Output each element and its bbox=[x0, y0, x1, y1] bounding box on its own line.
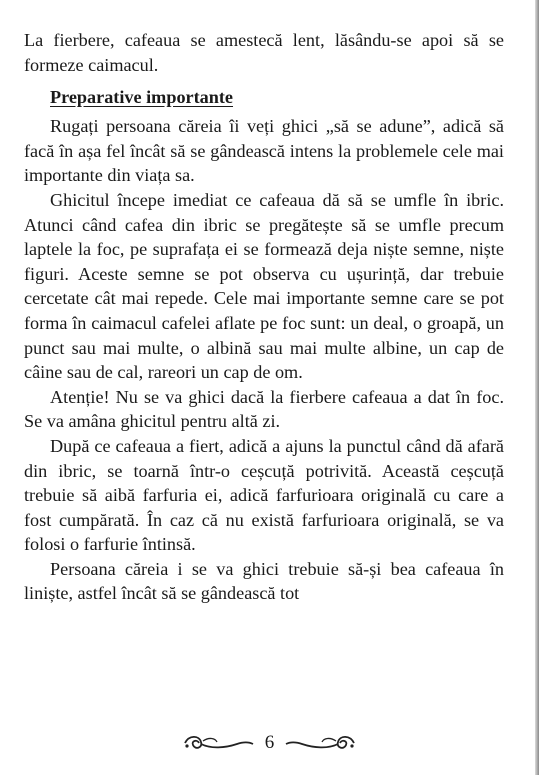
paragraph-5: După ce cafeaua a fiert, adică a ajuns la punctul când dă afară din ibric, se toarnă într-o ceșcuță potrivită. Această ceșcuță trebuie să aibă farfuria ei, adică farfurioara originală cu care a fost cumpărată. În caz că nu există farfurioara originală, se va folosi o farfurie întinsă. bbox=[24, 435, 504, 555]
page-edge-shadow bbox=[535, 0, 539, 775]
paragraph-1: La fierbere, cafeaua se amestecă lent, lăsându-se apoi să se formeze caimacul. bbox=[24, 30, 504, 75]
flourish-left-icon bbox=[181, 732, 255, 754]
paragraph-2: Rugați persoana căreia îi veți ghici „să se adune”, adică să facă în așa fel încât să se gândească intens la problemele cele mai importante din viața sa. bbox=[24, 116, 504, 186]
flourish-right-icon bbox=[284, 732, 358, 754]
paragraph-4: Atenție! Nu se va ghici dacă la fierbere cafeaua a dat în foc. Se va amâna ghicitul pentru altă zi. bbox=[24, 386, 504, 432]
page-footer bbox=[0, 728, 539, 758]
paragraph-6: Persoana căreia i se va ghici trebuie să-și bea cafeaua în liniște, astfel încât să se gândească tot bbox=[24, 558, 504, 604]
section-heading: Preparative importante bbox=[50, 87, 234, 108]
page-body bbox=[24, 28, 504, 606]
page-number: 6 bbox=[264, 732, 275, 753]
paragraph-3: Ghicitul începe imediat ce cafeaua dă să se umfle în ibric. Atunci când cafea din ibric se pregătește să se umfle precum laptele la foc, pe suprafața ei se formează deja niște semne, niște figuri. Aceste semne se pot observa cu ușurință, dar trebuie cercetate cât mai repede. Cele mai importante semne care se pot forma în caimacul cafelei aflate pe foc sunt: un deal, o groapă, un punct sau mai multe, o albină sau mai multe albine, un cap de câine sau de cal, rareori un cap de om. bbox=[24, 189, 504, 383]
